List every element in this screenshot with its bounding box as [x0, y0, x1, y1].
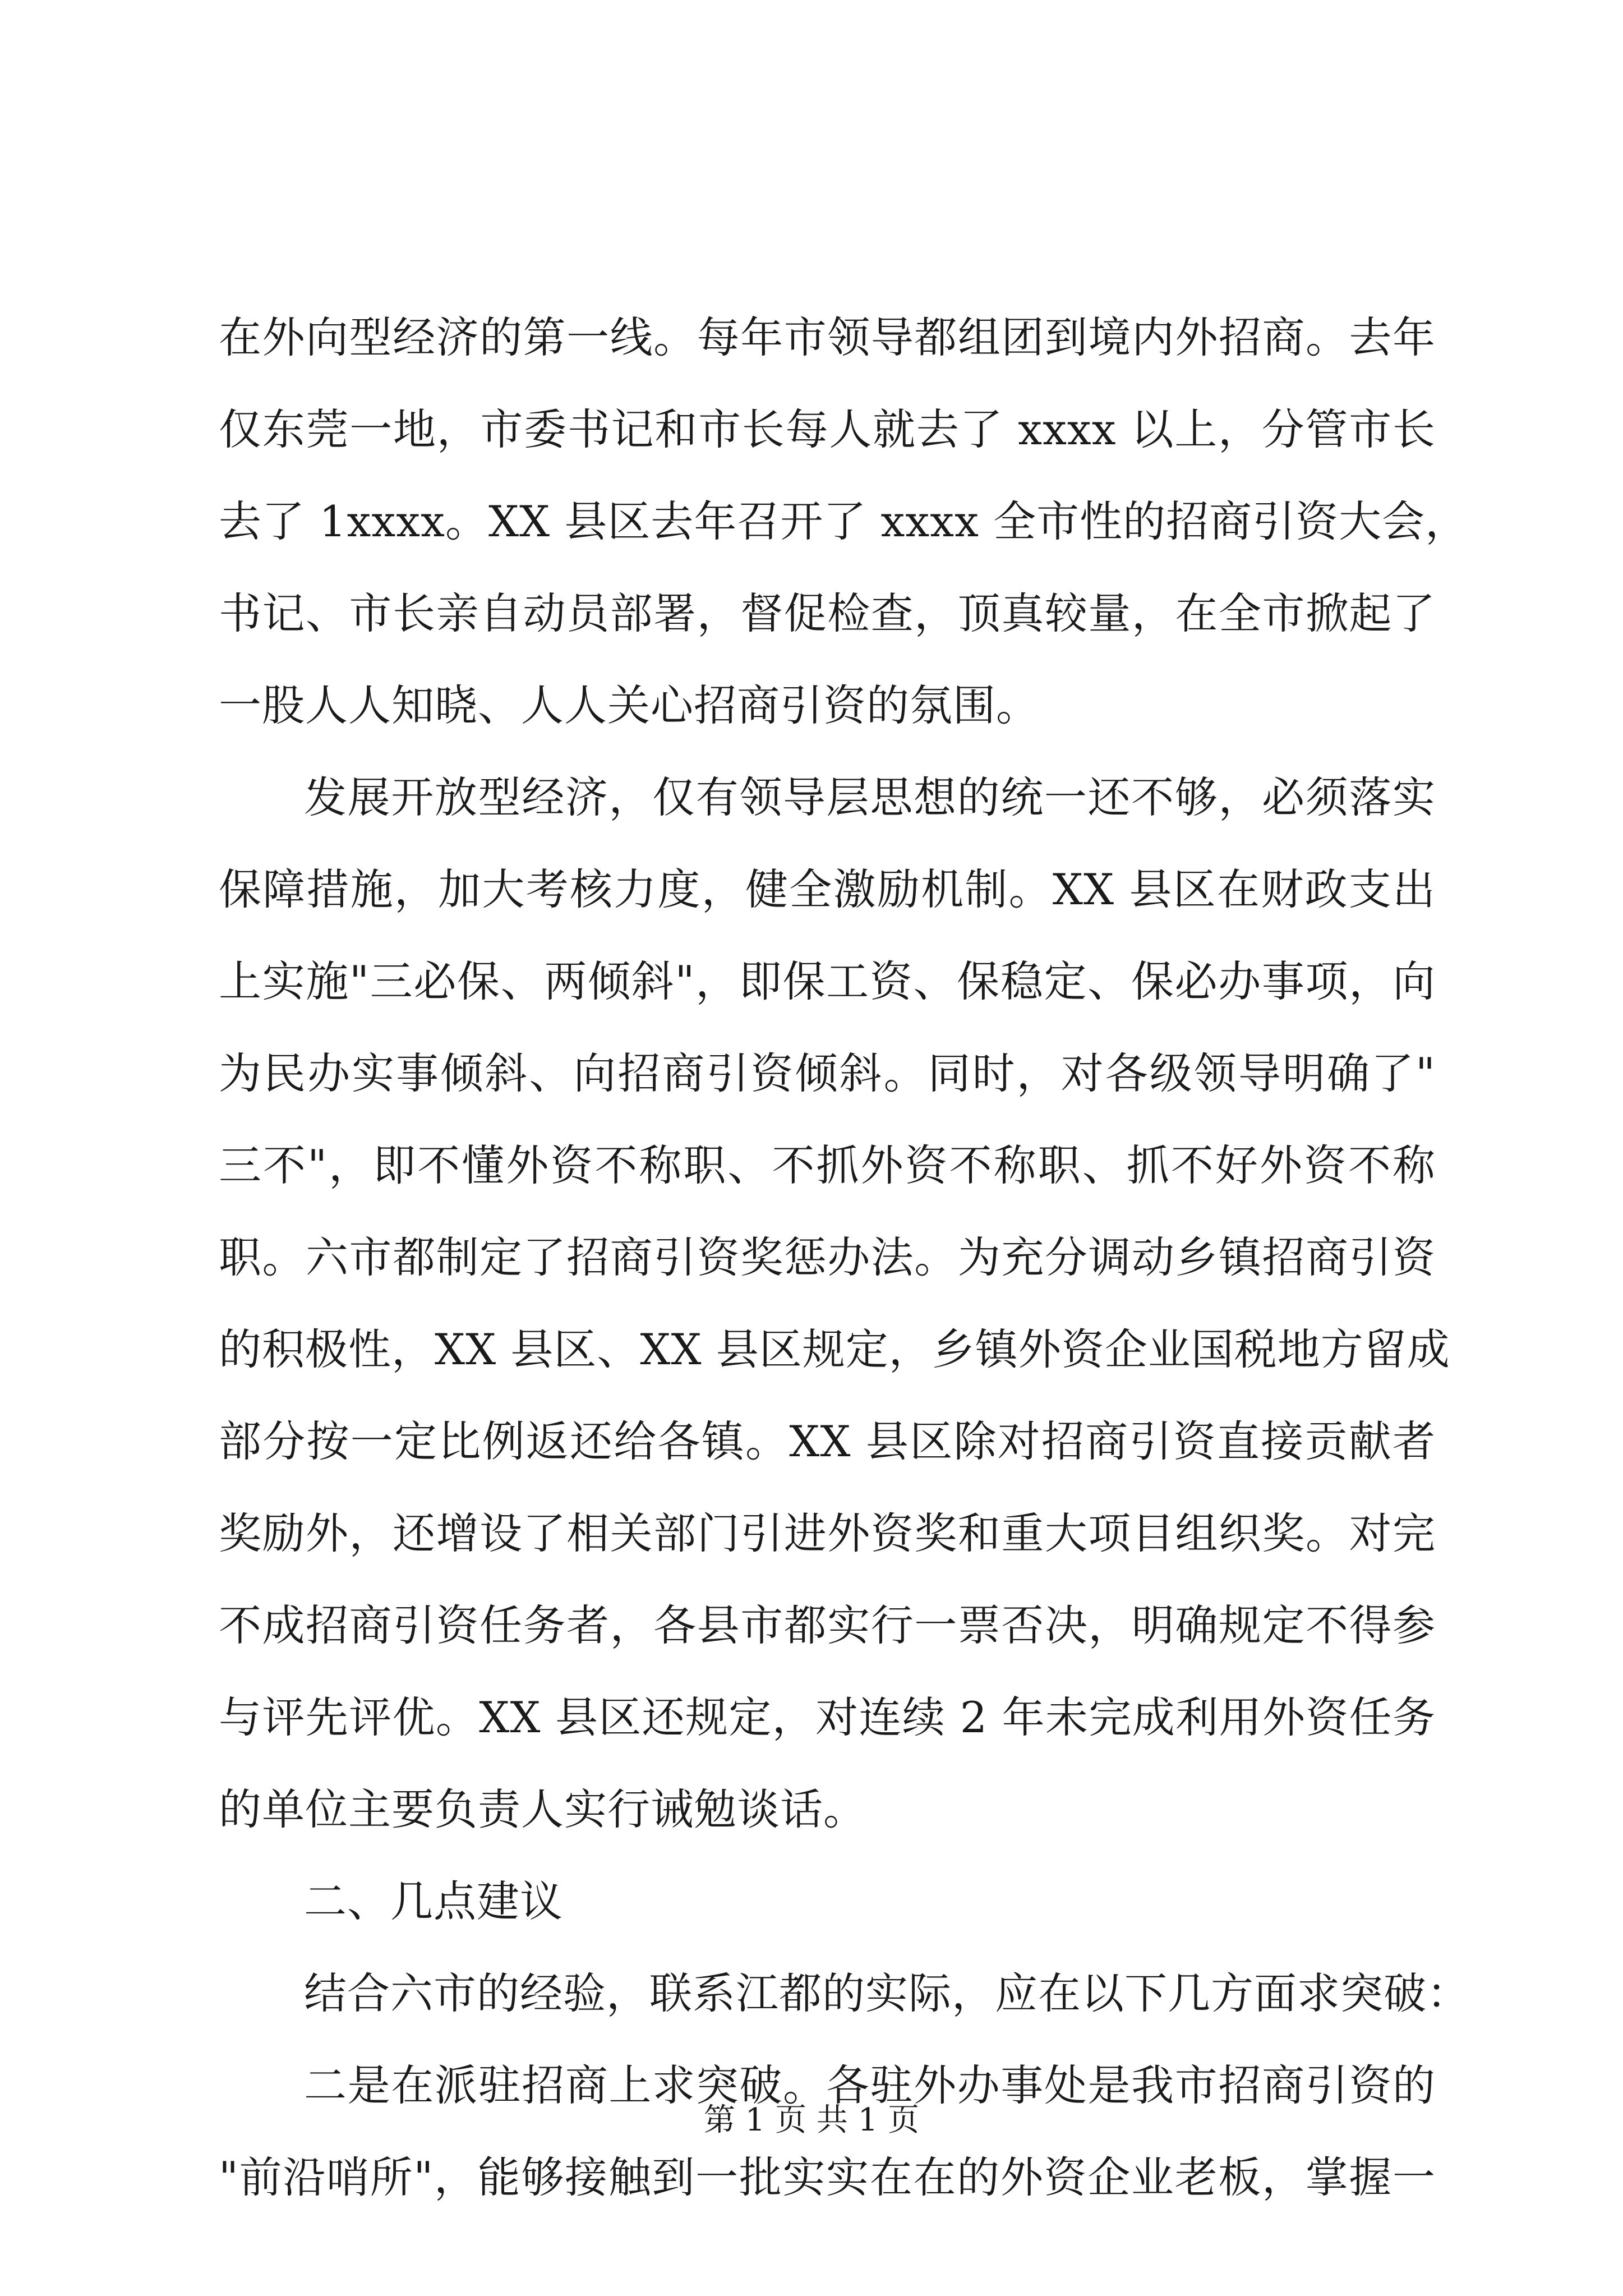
- text-line: 二是在派驻招商上求突破。各驻外办事处是我市招商引资的: [304, 2060, 1436, 2110]
- text-line: 的单位主要负责人实行诫勉谈话。: [219, 1784, 866, 1834]
- text-line: 部分按一定比例返还给各镇。XX 县区除对招商引资直接贡献者: [219, 1416, 1436, 1466]
- text-line: 为民办实事倾斜、向招商引资倾斜。同时，对各级领导明确了": [219, 1048, 1436, 1098]
- text-line: 书记、市长亲自动员部署，督促检查，顶真较量，在全市掀起了: [219, 588, 1436, 638]
- text-line: 一股人人知晓、人人关心招商引资的氛围。: [219, 680, 1039, 730]
- text-line: 仅东莞一地，市委书记和市长每人就去了 xxxx 以上，分管市长: [219, 404, 1436, 454]
- section-heading: 二、几点建议: [304, 1876, 563, 1926]
- text-line: 不成招商引资任务者，各县市都实行一票否决，明确规定不得参: [219, 1600, 1436, 1650]
- text-line: 上实施"三必保、两倾斜"，即保工资、保稳定、保必办事项，向: [219, 956, 1436, 1006]
- text-line: 去了 1xxxx。XX 县区去年召开了 xxxx 全市性的招商引资大会，: [219, 496, 1469, 546]
- text-line: 发展开放型经济，仅有领导层思想的统一还不够，必须落实: [304, 772, 1436, 822]
- text-line: 与评先评优。XX 县区还规定，对连续 2 年未完成利用外资任务: [219, 1692, 1436, 1742]
- text-line: 三不"，即不懂外资不称职、不抓外资不称职、抓不好外资不称: [219, 1140, 1436, 1190]
- text-line: 在外向型经济的第一线。每年市领导都组团到境内外招商。去年: [219, 312, 1436, 362]
- text-line: 职。六市都制定了招商引资奖惩办法。为充分调动乡镇招商引资: [219, 1232, 1436, 1282]
- text-line: 保障措施，加大考核力度，健全激励机制。XX 县区在财政支出: [219, 864, 1436, 914]
- page-footer: 第 1 页 共 1 页: [703, 2102, 920, 2138]
- text-line: 奖励外，还增设了相关部门引进外资奖和重大项目组织奖。对完: [219, 1508, 1436, 1558]
- document-body: [219, 292, 1470, 2224]
- text-line: "前沿哨所"，能够接触到一批实实在在的外资企业老板，掌握一: [219, 2152, 1436, 2202]
- text-line: 结合六市的经验，联系江都的实际，应在以下几方面求突破：: [304, 1968, 1470, 2018]
- text-line: 的积极性，XX 县区、XX 县区规定，乡镇外资企业国税地方留成: [219, 1324, 1450, 1374]
